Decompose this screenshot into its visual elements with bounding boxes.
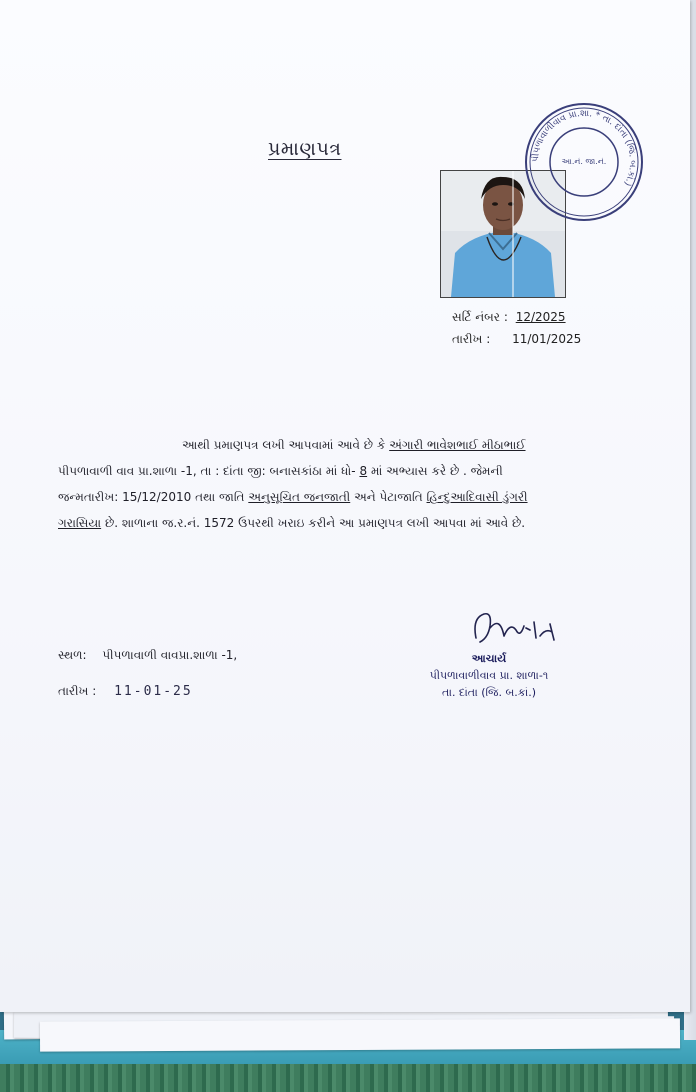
underlying-sheet [40, 1018, 680, 1051]
school-stamp [522, 100, 646, 224]
caste-value: અનુસૂચિત જનજાતી [248, 490, 351, 504]
signature-taluka: તા. દાંતા (જિ. બ.કાં.) [441, 686, 537, 699]
student-name: અંગારી ભાવેશભાઈ મીઠાભાઈ [389, 438, 526, 452]
place [58, 648, 237, 663]
issue-date-label: તારીખ : [452, 332, 491, 346]
floor-background [0, 1062, 696, 1092]
subcaste-value-2: ગરાસિયા [58, 516, 102, 530]
body-line4: છે. શાળાના જ.ર.નં. 1572 ઉપરથી ખરાઇ કરીને આ પ્રમાણપત્ર લખી આપવા માં આવે છે. [104, 516, 526, 530]
standard-value: 8 [359, 464, 368, 478]
issue-date-value: 11/01/2025 [512, 332, 582, 346]
body-line3: જન્મતારીખ: 15/12/2010 તથા જાતિ [58, 490, 245, 504]
bottom-date-label: તારીખ : [58, 684, 97, 698]
principal-signature [470, 608, 560, 652]
serial-label: સર્ટિ નંબર : [452, 310, 508, 324]
body-line2: પીપળાવાળી વાવ પ્રા.શાળા -1, તા : દાંતા જી: બનાસકાંઠા માં ધો- [58, 464, 356, 478]
stamp-ring-text: પીપળાવાળીવાવ પ્રા.શા. * તા. દાંતા (જિ. બ.કાં.) [530, 108, 638, 188]
certificate-title: પ્રમાણપત્ર [268, 138, 342, 160]
body-line2-post: માં અભ્યાસ કરે છે . જેમની [370, 464, 503, 478]
body-line1: આથી પ્રમાણપત્ર લખી આપવામાં આવે છે કે [182, 438, 386, 452]
body-line3-mid: અને પેટાજાતિ [354, 490, 423, 504]
subcaste-value-1: હિન્દુઆદિવાસી ડુંગરી [426, 490, 528, 504]
place-label: સ્થળ: [58, 648, 87, 662]
bottom-date [58, 684, 193, 699]
serial-value: 12/2025 [515, 310, 566, 324]
place-value: પીપળાવાળી વાવપ્રા.શાળા -1, [102, 648, 238, 662]
signature-block [404, 650, 574, 701]
issue-date [452, 332, 581, 347]
stamp-center-text: આ.નં. જા.નં. [561, 157, 607, 166]
certificate-body [58, 432, 618, 536]
signature-role: આચાર્ય [471, 652, 507, 665]
svg-text:પીપળાવાળીવાવ પ્રા.શા. * તા. દા [530, 109, 638, 188]
bottom-date-value: 11-01-25 [114, 684, 193, 699]
serial-number [452, 310, 566, 325]
signature-school: પીપળાવાળીવાવ પ્રા. શાળા-૧ [429, 669, 549, 682]
